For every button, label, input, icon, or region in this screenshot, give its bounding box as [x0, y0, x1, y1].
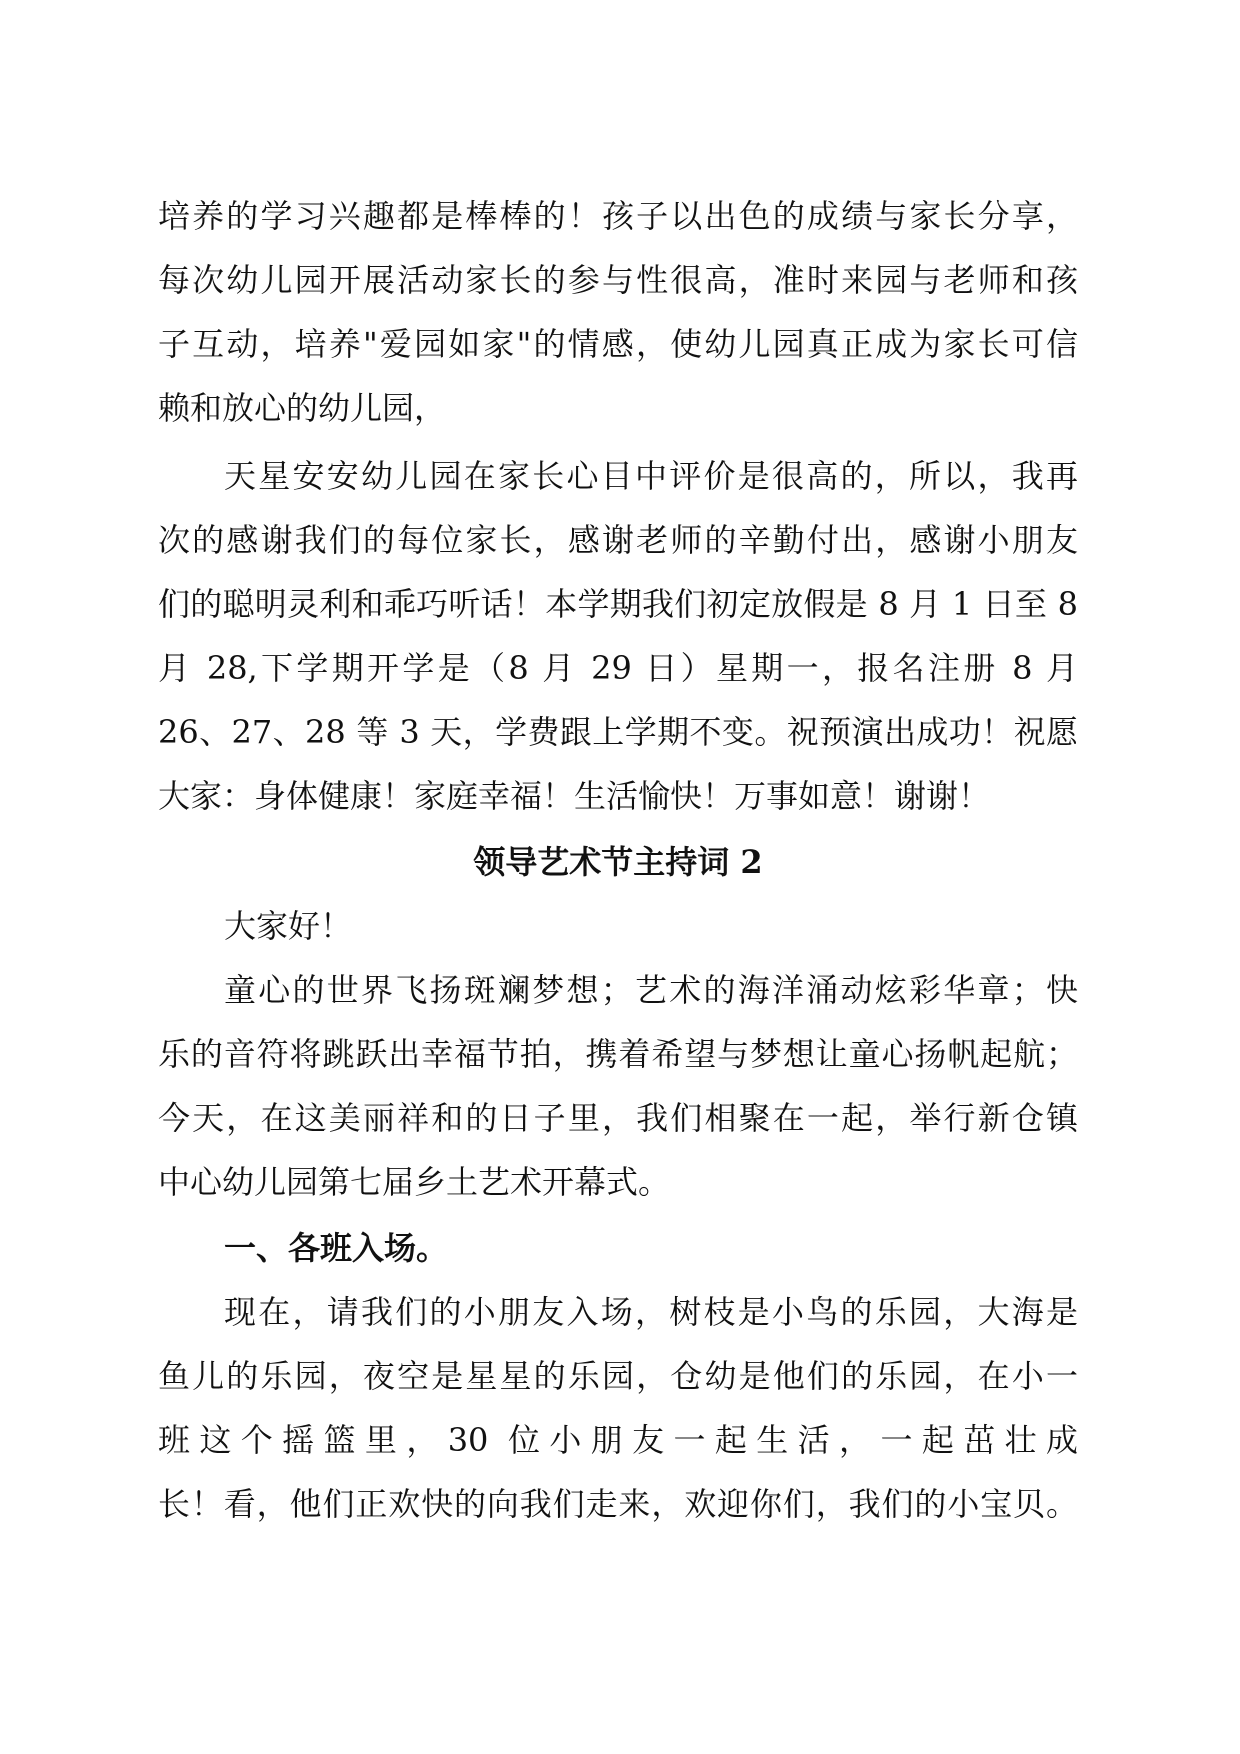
greeting-line: 大家好！ — [224, 907, 353, 945]
paragraph-line: 鱼儿的乐园，夜空是星星的乐园，仓幼是他们的乐园，在小一 — [158, 1357, 1078, 1395]
paragraph-line: 长！看，他们正欢快的向我们走来，欢迎你们，我们的小宝贝。 — [158, 1485, 1078, 1523]
paragraph-line: 月 28,下学期开学是（8 月 29 日）星期一，报名注册 8 月 — [158, 649, 1078, 687]
paragraph-line: 培养的学习兴趣都是棒棒的！孩子以出色的成绩与家长分享， — [158, 197, 1078, 235]
paragraph-line: 今天，在这美丽祥和的日子里，我们相聚在一起，举行新仓镇 — [158, 1099, 1078, 1137]
paragraph-line: 班这个摇篮里，30 位小朋友一起生活，一起茁壮成 — [158, 1421, 1078, 1459]
paragraph-line: 童心的世界飞扬斑斓梦想；艺术的海洋涌动炫彩华章；快 — [224, 971, 1078, 1009]
paragraph-line: 天星安安幼儿园在家长心目中评价是很高的，所以，我再 — [224, 457, 1078, 495]
paragraph-line: 26、27、28 等 3 天，学费跟上学期不变。祝预演出成功！祝愿 — [158, 713, 1078, 751]
paragraph-line: 乐的音符将跳跃出幸福节拍，携着希望与梦想让童心扬帆起航； — [158, 1035, 1078, 1073]
paragraph-line: 现在，请我们的小朋友入场，树枝是小鸟的乐园，大海是 — [224, 1293, 1078, 1331]
paragraph-line: 每次幼儿园开展活动家长的参与性很高，准时来园与老师和孩 — [158, 261, 1078, 299]
paragraph-line: 子互动，培养"爱园如家"的情感，使幼儿园真正成为家长可信 — [158, 325, 1078, 363]
section-heading: 一、各班入场。 — [224, 1229, 449, 1267]
paragraph-line: 赖和放心的幼儿园， — [158, 389, 447, 427]
paragraph-line: 次的感谢我们的每位家长，感谢老师的辛勤付出，感谢小朋友 — [158, 521, 1078, 559]
paragraph-line: 大家：身体健康！家庭幸福！生活愉快！万事如意！谢谢！ — [158, 777, 991, 815]
paragraph-line: 们的聪明灵利和乖巧听话！本学期我们初定放假是 8 月 1 日至 8 — [158, 585, 1078, 623]
section-title: 领导艺术节主持词 2 — [473, 843, 763, 881]
paragraph-line: 中心幼儿园第七届乡土艺术开幕式。 — [158, 1163, 671, 1201]
